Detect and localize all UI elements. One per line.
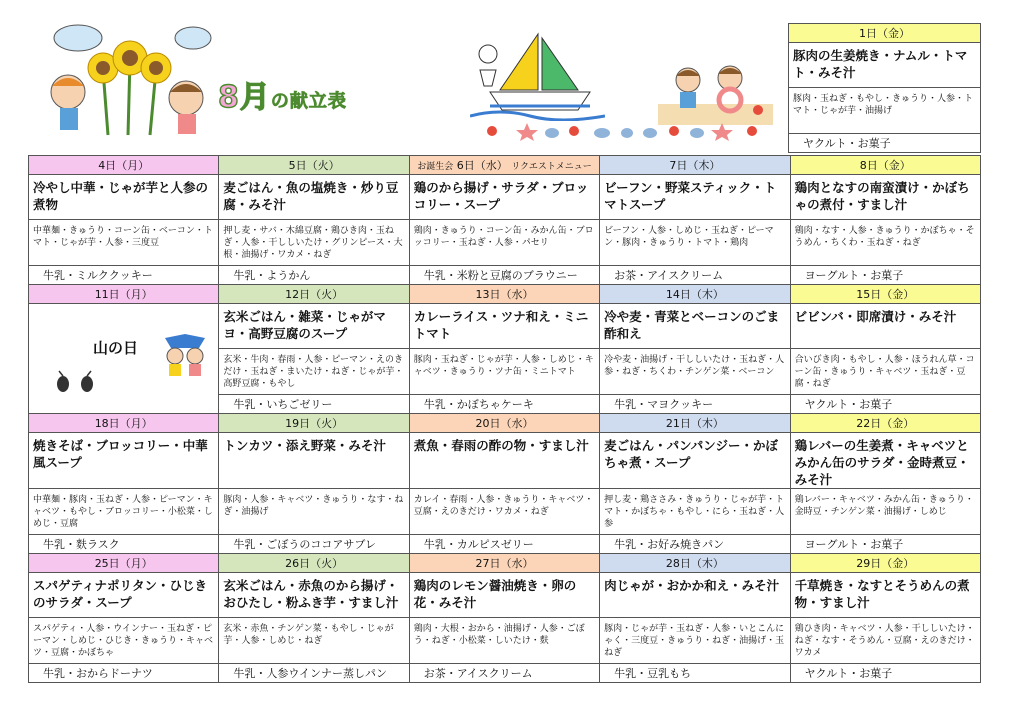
day-dish: 肉じゃが・おかか和え・みそ汁 <box>600 573 790 618</box>
day-snack: 牛乳・おからドーナツ <box>29 664 219 683</box>
day-dish: 麦ごはん・パンパンジー・かぼちゃ煮・スープ <box>600 433 790 489</box>
day-snack: 牛乳・いちごゼリー <box>219 395 409 414</box>
day-dish: 玄米ごはん・赤魚のから揚げ・おひたし・粉ふき芋・すまし汁 <box>219 573 409 618</box>
day-dish: ビビンバ・即席漬け・みそ汁 <box>790 304 980 349</box>
day-header: 13日（水） <box>409 285 599 304</box>
day-snack: 牛乳・豆乳もち <box>600 664 790 683</box>
beach-kids-icon <box>658 60 773 125</box>
day-header: 27日（水） <box>409 554 599 573</box>
day-header: 8日（金） <box>790 156 980 175</box>
day-header: 26日（火） <box>219 554 409 573</box>
holiday-cell <box>29 304 219 414</box>
day-ingredients: 冷や麦・油揚げ・干ししいたけ・玉ねぎ・人参・ねぎ・ちくわ・チンゲン菜・ベーコン <box>600 349 790 395</box>
day-dish: スパゲティナポリタン・ひじきのサラダ・スープ <box>29 573 219 618</box>
day-dish: トンカツ・添え野菜・みそ汁 <box>219 433 409 489</box>
day-snack: ヤクルト・お菓子 <box>790 664 980 683</box>
day-ingredients: 中華麺・豚肉・玉ねぎ・人参・ピーマン・キャベツ・もやし・ブロッコリー・小松菜・しめじ・豆腐 <box>29 489 219 535</box>
sailboat-icon <box>470 26 605 121</box>
day-ingredients: 玄米・牛肉・春雨・人参・ピーマン・えのきだけ・玉ねぎ・まいたけ・ねぎ・じゃが芋・高野豆腐・もやし <box>219 349 409 395</box>
day-ingredients: 玄米・赤魚・チンゲン菜・もやし・じゃが芋・人参・しめじ・ねぎ <box>219 618 409 664</box>
day-snack: 牛乳・ごぼうのココアサブレ <box>219 535 409 554</box>
day-ingredients: 豚肉・玉ねぎ・もやし・きゅうり・人参・トマト・じゃが芋・油揚げ <box>789 88 981 134</box>
day-header: 1日（金） <box>789 24 981 43</box>
day-ingredients: 鶏肉・なす・人参・きゅうり・かぼちゃ・そうめん・ちくわ・玉ねぎ・ねぎ <box>790 220 980 266</box>
day-snack: お茶・アイスクリーム <box>600 266 790 285</box>
day-header: 14日（木） <box>600 285 790 304</box>
day-ingredients: 押し麦・サバ・木綿豆腐・鶏ひき肉・玉ねぎ・人参・干ししいたけ・グリンピース・大根・油揚げ・ワカメ・ねぎ <box>219 220 409 266</box>
day-header: 4日（月） <box>29 156 219 175</box>
day-header: 20日（水） <box>409 414 599 433</box>
day-snack: 牛乳・ようかん <box>219 266 409 285</box>
day-ingredients: スパゲティ・人参・ウインナー・玉ねぎ・ピーマン・しめじ・ひじき・きゅうり・キャベツ・豆腐・かぼちゃ <box>29 618 219 664</box>
day-dish: 豚肉の生姜焼き・ナムル・トマト・みそ汁 <box>789 43 981 88</box>
day-ingredients: 押し麦・鶏ささみ・きゅうり・じゃが芋・トマト・かぼちゃ・もやし・にら・玉ねぎ・人参 <box>600 489 790 535</box>
day-header: お誕生会 6日（水） リクエストメニュー <box>409 156 599 175</box>
day-ingredients: 鶏肉・大根・おから・油揚げ・人参・ごぼう・ねぎ・小松菜・しいたけ・麩 <box>409 618 599 664</box>
day-ingredients: 鶏ひき肉・キャベツ・人参・干ししいたけ・ねぎ・なす・そうめん・豆腐・えのきだけ・ワカメ <box>790 618 980 664</box>
sunflower-kids-icon <box>38 20 213 140</box>
day-header: 28日（木） <box>600 554 790 573</box>
day-ingredients: 豚肉・じゃが芋・玉ねぎ・人参・いとこんにゃく・三度豆・きゅうり・ねぎ・油揚げ・玉ねぎ <box>600 618 790 664</box>
day-dish: カレーライス・ツナ和え・ミニトマト <box>409 304 599 349</box>
day-snack: 牛乳・米粉と豆腐のブラウニー <box>409 266 599 285</box>
day-ingredients: カレイ・春雨・人参・きゅうり・キャベツ・豆腐・えのきだけ・ワカメ・ねぎ <box>409 489 599 535</box>
day-snack: 牛乳・人参ウインナー蒸しパン <box>219 664 409 683</box>
day-dish: 麦ごはん・魚の塩焼き・炒り豆腐・みそ汁 <box>219 175 409 220</box>
first-day-table <box>788 23 981 153</box>
sea-creatures-icon <box>482 121 774 141</box>
day-dish: 冷やし中華・じゃが芋と人参の煮物 <box>29 175 219 220</box>
day-snack: 牛乳・お好み焼きパン <box>600 535 790 554</box>
day-header: 11日（月） <box>29 285 219 304</box>
day-header: 7日（木） <box>600 156 790 175</box>
day-header: 19日（火） <box>219 414 409 433</box>
day-ingredients: ビーフン・人参・しめじ・玉ねぎ・ピーマン・豚肉・きゅうり・トマト・鶏肉 <box>600 220 790 266</box>
day-dish: 煮魚・春雨の酢の物・すまし汁 <box>409 433 599 489</box>
day-ingredients: 合いびき肉・もやし・人参・ほうれん草・コーン缶・きゅうり・キャベツ・玉ねぎ・豆腐・ねぎ <box>790 349 980 395</box>
day-dish: 鶏のから揚げ・サラダ・ブロッコリー・スープ <box>409 175 599 220</box>
mountain-kids-icon <box>161 332 209 378</box>
day-snack: ヤクルト・お菓子 <box>790 395 980 414</box>
birthday-label: お誕生会 <box>417 162 454 172</box>
day-dish: 冷や麦・青菜とベーコンのごま酢和え <box>600 304 790 349</box>
day-ingredients: 鶏レバー・キャベツ・みかん缶・きゅうり・金時豆・チンゲン菜・油揚げ・しめじ <box>790 489 980 535</box>
day-snack: ヤクルト・お菓子 <box>789 134 981 153</box>
day-ingredients: 鶏肉・きゅうり・コーン缶・みかん缶・ブロッコリー・玉ねぎ・人参・パセリ <box>409 220 599 266</box>
day-dish: 玄米ごはん・雑菜・じゃがマヨ・高野豆腐のスープ <box>219 304 409 349</box>
day-dish: 鶏肉となすの南蛮漬け・かぼちゃの煮付・すまし汁 <box>790 175 980 220</box>
day-header: 5日（火） <box>219 156 409 175</box>
day-ingredients: 中華麺・きゅうり・コーン缶・ベーコン・トマト・じゃが芋・人参・三度豆 <box>29 220 219 266</box>
day-dish: 千草焼き・なすとそうめんの煮物・すまし汁 <box>790 573 980 618</box>
beetles-icon <box>51 370 101 394</box>
day-snack: 牛乳・カルピスゼリー <box>409 535 599 554</box>
day-snack: 牛乳・かぼちゃケーキ <box>409 395 599 414</box>
day-header: 29日（金） <box>790 554 980 573</box>
request-menu-label: リクエストメニュー <box>511 162 592 172</box>
day-header: 15日（金） <box>790 285 980 304</box>
day-snack: 牛乳・麩ラスク <box>29 535 219 554</box>
day-snack: ヨーグルト・お菓子 <box>790 266 980 285</box>
day-snack: 牛乳・ミルククッキー <box>29 266 219 285</box>
day-ingredients: 豚肉・玉ねぎ・じゃが芋・人参・しめじ・キャベツ・きゅうり・ツナ缶・ミニトマト <box>409 349 599 395</box>
day-dish: ビーフン・野菜スティック・トマトスープ <box>600 175 790 220</box>
day-header: 21日（木） <box>600 414 790 433</box>
day-dish: 鶏肉のレモン醤油焼き・卵の花・みそ汁 <box>409 573 599 618</box>
day-snack: お茶・アイスクリーム <box>409 664 599 683</box>
day-snack: ヨーグルト・お菓子 <box>790 535 980 554</box>
day-header: 22日（金） <box>790 414 980 433</box>
day-header: 25日（月） <box>29 554 219 573</box>
day-header: 12日（火） <box>219 285 409 304</box>
menu-grid <box>28 155 981 683</box>
page-title: 8月の献立表 <box>218 80 347 115</box>
day-dish: 鶏レバーの生姜煮・キャベツとみかん缶のサラダ・金時煮豆・みそ汁 <box>790 433 980 489</box>
day-dish: 焼きそば・ブロッコリー・中華風スープ <box>29 433 219 489</box>
day-ingredients: 豚肉・人参・キャベツ・きゅうり・なす・ねぎ・油揚げ <box>219 489 409 535</box>
day-header: 18日（月） <box>29 414 219 433</box>
holiday-name: 山の日 <box>93 339 139 357</box>
day-snack: 牛乳・マヨクッキー <box>600 395 790 414</box>
